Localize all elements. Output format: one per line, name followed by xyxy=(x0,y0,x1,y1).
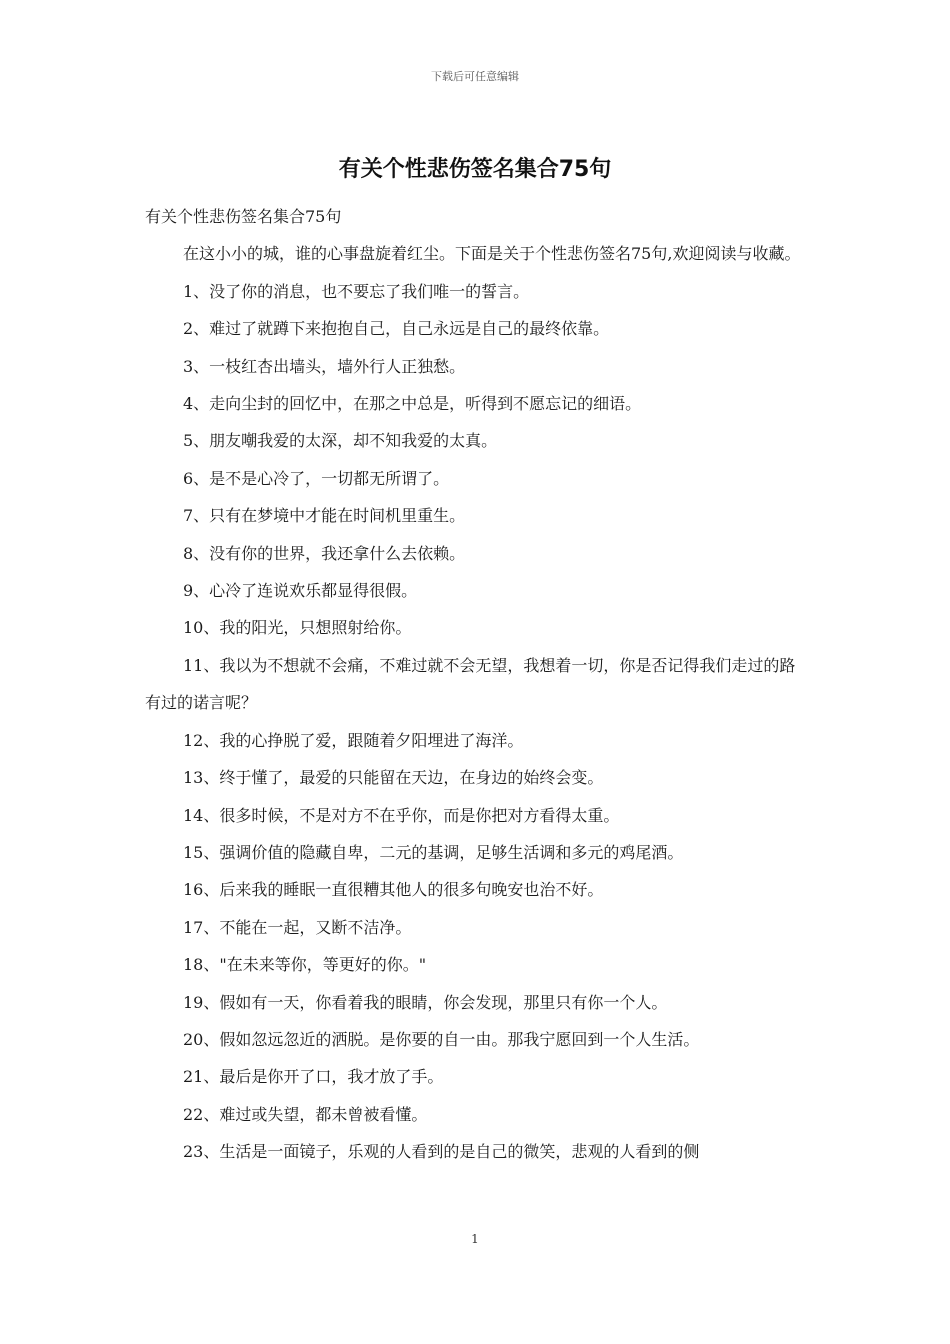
list-item: 11、我以为不想就不会痛，不难过就不会无望，我想着一切，你是否记得我们走过的路有过的诺言呢？ xyxy=(145,655,796,713)
list-item: 8、没有你的世界，我还拿什么去依赖。 xyxy=(183,543,466,563)
list-item: 22、难过或失望，都未曾被看懂。 xyxy=(183,1104,428,1124)
list-item: 5、朋友嘲我爱的太深，却不知我爱的太真。 xyxy=(183,431,498,451)
list-item: 19、假如有一天，你看着我的眼睛，你会发现，那里只有你一个人。 xyxy=(183,992,668,1012)
list-item: 13、终于懂了，最爱的只能留在天边，在身边的始终会变。 xyxy=(183,768,604,788)
list-item: 3、一枝红杏出墙头，墙外行人正独愁。 xyxy=(183,356,466,376)
list-item: 16、后来我的睡眠一直很糟其他人的很多句晚安也治不好。 xyxy=(183,880,604,900)
list-item: 21、最后是你开了口，我才放了手。 xyxy=(183,1067,444,1087)
document-title: 有关个性悲伤签名集合75句 xyxy=(338,157,612,182)
list-item: 6、是不是心冷了，一切都无所谓了。 xyxy=(183,468,450,488)
list-item: 18、"在未来等你，等更好的你。" xyxy=(183,955,427,975)
page-number: 1 xyxy=(471,1232,479,1246)
list-item: 23、生活是一面镜子，乐观的人看到的是自己的微笑，悲观的人看到的侧 xyxy=(183,1142,700,1162)
list-item: 9、心冷了连说欢乐都显得很假。 xyxy=(183,581,418,601)
list-item: 15、强调价值的隐藏自卑，二元的基调，足够生活调和多元的鸡尾酒。 xyxy=(183,842,684,862)
list-item: 4、走向尘封的回忆中，在那之中总是，听得到不愿忘记的细语。 xyxy=(183,394,642,414)
list-item: 14、很多时候，不是对方不在乎你，而是你把对方看得太重。 xyxy=(183,805,620,825)
list-item: 1、没了你的消息，也不要忘了我们唯一的誓言。 xyxy=(183,281,530,301)
list-item: 7、只有在梦境中才能在时间机里重生。 xyxy=(183,506,466,526)
list-item: 2、难过了就蹲下来抱抱自己，自己永远是自己的最终依靠。 xyxy=(183,319,610,339)
list-item: 20、假如忽远忽近的洒脱。是你要的自一由。那我宁愿回到一个人生活。 xyxy=(183,1029,700,1049)
document-body xyxy=(145,198,809,1171)
document-subtitle: 有关个性悲伤签名集合75句 xyxy=(145,207,342,226)
list-item: 10、我的阳光，只想照射给你。 xyxy=(183,618,412,638)
list-item: 17、不能在一起，又断不洁净。 xyxy=(183,917,412,937)
page-header-note: 下载后可任意编辑 xyxy=(431,70,519,83)
intro-paragraph: 在这小小的城，谁的心事盘旋着红尘。下面是关于个性悲伤签名75句,欢迎阅读与收藏。 xyxy=(183,244,801,264)
list-item: 12、我的心挣脱了爱，跟随着夕阳埋进了海洋。 xyxy=(183,730,524,750)
